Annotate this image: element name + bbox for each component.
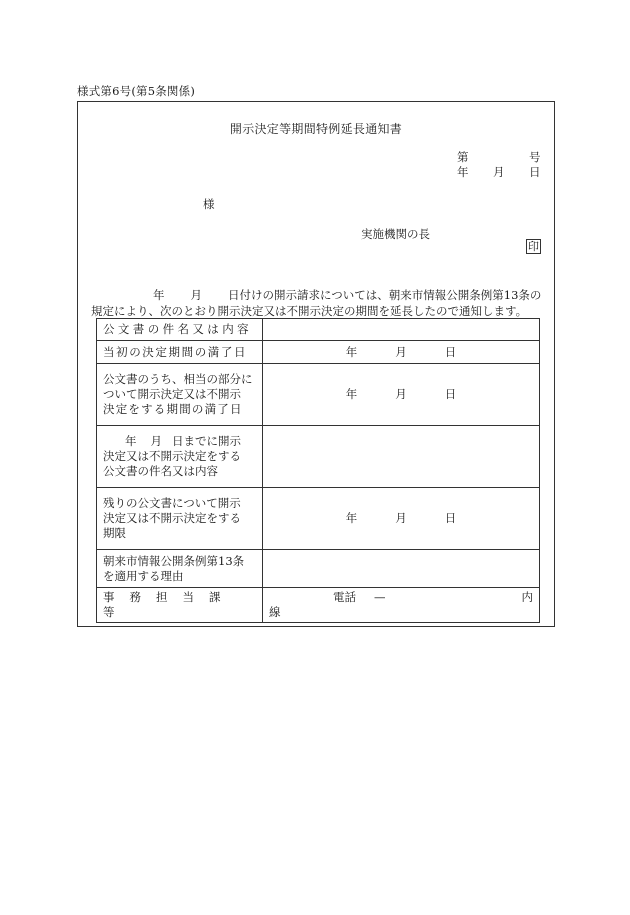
contact-value — [263, 588, 540, 623]
table-row — [97, 364, 540, 426]
body-month: 月 — [190, 288, 202, 302]
subject-value — [263, 319, 540, 341]
partial-deadline-label: 公文書のうち、相当の部分に ついて開示決定又は不開示 決定をする期間の満了日 — [97, 364, 263, 426]
body-year: 年 — [153, 288, 165, 302]
body-line1-text: 日付けの開示請求については、朝来市情報公開条例第13条の — [228, 288, 542, 302]
notice-form — [77, 101, 555, 627]
number-prefix: 第 — [457, 150, 469, 164]
reason-label: 朝来市情報公開条例第13条 を適用する理由 — [97, 550, 263, 588]
phone-dash: — — [374, 590, 386, 604]
table-row — [97, 426, 540, 488]
partial-deadline-date: 年 月 日 — [263, 364, 540, 426]
remaining-deadline-label: 残りの公文書について開示 決定又は不開示決定をする 期限 — [97, 488, 263, 550]
partial-subject-label: 年 月 日までに開示 決定又は不開示決定をする 公文書の件名又は内容 — [97, 426, 263, 488]
header-month: 月 — [493, 165, 505, 179]
header-day: 日 — [529, 165, 541, 179]
phone-label: 電話 — [333, 590, 356, 604]
document-title: 開示決定等期間特例延長通知書 — [229, 122, 403, 136]
header-year: 年 — [457, 165, 469, 179]
reason-value — [263, 550, 540, 588]
addressee-suffix: 様 — [203, 197, 215, 211]
original-deadline-date: 年 月 日 — [263, 341, 540, 364]
notice-table — [96, 318, 540, 623]
seal-mark: 印 — [528, 240, 539, 253]
extension-label: 内線 — [269, 590, 533, 619]
table-row — [97, 588, 540, 623]
table-row — [97, 341, 540, 364]
remaining-deadline-date: 年 月 日 — [263, 488, 540, 550]
table-row — [97, 319, 540, 341]
department-label: 事務担当課等 — [97, 588, 263, 623]
form-number-label: 様式第6号(第5条関係) — [77, 84, 196, 98]
body-line2-text: 規定により、次のとおり開示決定又は不開示決定の期間を延長したので通知します。 — [91, 304, 528, 318]
original-deadline-label: 当初の決定期間の満了日 — [97, 341, 263, 364]
sender-title: 実施機関の長 — [361, 227, 430, 241]
number-suffix: 号 — [529, 150, 541, 164]
notice-body — [91, 287, 541, 319]
subject-label: 公文書の件名又は内容 — [97, 319, 263, 341]
table-row — [97, 488, 540, 550]
table-row — [97, 550, 540, 588]
partial-subject-value — [263, 426, 540, 488]
